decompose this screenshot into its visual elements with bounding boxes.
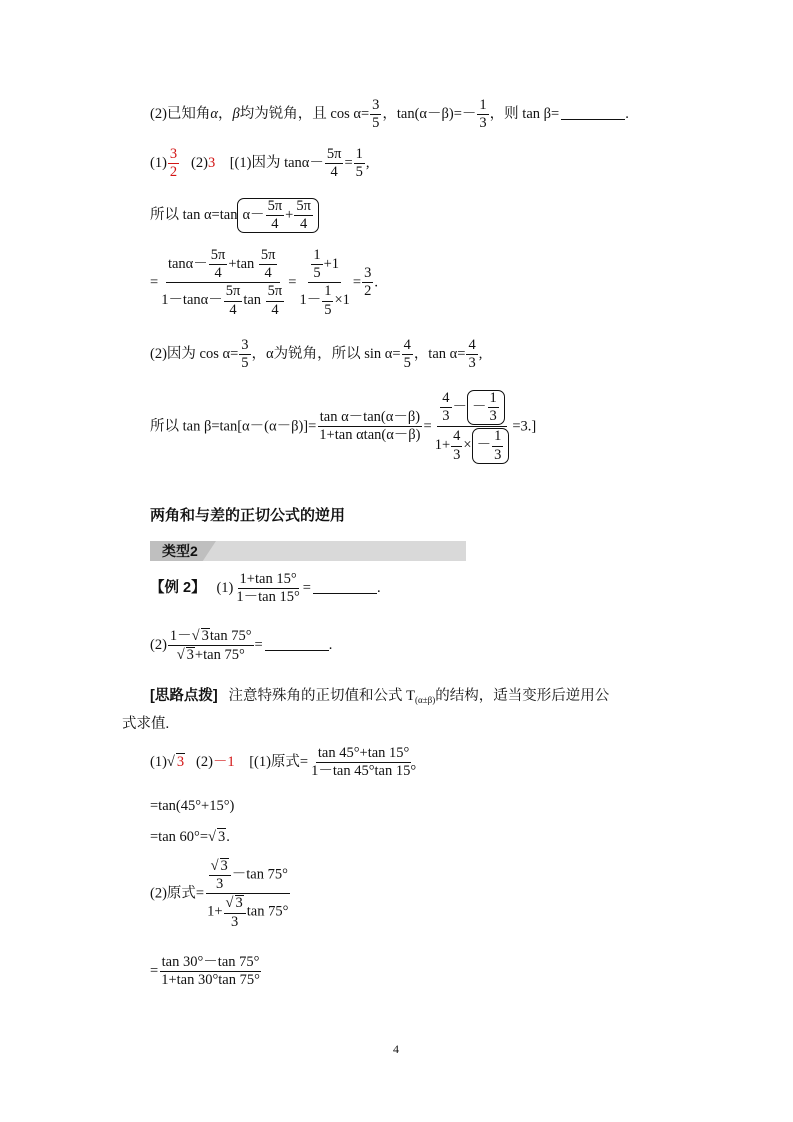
q2-lead: (2)已知角 bbox=[150, 106, 211, 123]
sol1-answer-1: 3 bbox=[176, 754, 185, 771]
page-number: 4 bbox=[393, 1042, 399, 1056]
sol5-eq: = bbox=[150, 963, 159, 980]
a4-cos-fraction: $\frac{3}{5}$ bbox=[241, 337, 249, 372]
ex2-eq: = bbox=[302, 580, 311, 597]
sol4-label: (2)原式= bbox=[150, 885, 205, 902]
sol4-fraction: $\frac{√ 3}{3}$ －tan 75° 1+ $\frac{√ 3}{3}$ tan 75° bbox=[207, 858, 289, 930]
ex2b-eq: = bbox=[254, 637, 263, 654]
hint-text-2: 的结构，适当变形后逆用公 bbox=[435, 688, 610, 704]
example-2-part-1: 【例 2】 (1) $\frac{1+\tan 15^\circ}{1-\tan 15^\circ}$ = . bbox=[150, 571, 381, 606]
ex2-blank-1 bbox=[313, 593, 377, 594]
a1-eq: = bbox=[344, 155, 353, 172]
solution-line-2: =tan(45°+15°) bbox=[150, 798, 235, 814]
sol1-answer-2: －1 bbox=[212, 754, 235, 771]
a4-sin-fraction: $\frac{4}{5}$ bbox=[403, 337, 411, 372]
q2-beta: β bbox=[232, 106, 240, 123]
a5-eq: = bbox=[423, 418, 432, 435]
q2-tan-expr: ，tan(α－β)=－ bbox=[382, 106, 477, 123]
q2-cos-fraction: $\frac{3}{5}$ bbox=[372, 97, 380, 132]
q2-alpha: α bbox=[210, 106, 219, 123]
answer-blank bbox=[561, 119, 625, 120]
sol3-sqrt: 3 bbox=[217, 829, 226, 845]
q2-ask: ，则 tan β= bbox=[489, 106, 560, 123]
a3-result: $\frac{3}{2}$ bbox=[364, 265, 372, 300]
answer-label-1: (1) bbox=[150, 155, 167, 172]
solution-line-4 bbox=[150, 858, 291, 930]
example-2-part-2: (2) $\frac{1-√ 3\tan 75^\circ}{√ 3+\tan 75^\circ}$ = . bbox=[150, 628, 333, 664]
solution-line-3: =tan 60°=√ 3. bbox=[150, 829, 230, 845]
sol3-dot: . bbox=[226, 829, 230, 845]
a4-text: (2)因为 cos α= bbox=[150, 346, 239, 363]
a1-result-fraction: $\frac{1}{5}$ bbox=[355, 146, 363, 181]
question-2 bbox=[150, 98, 629, 131]
q2-acute: 均为锐角，且 cos bbox=[239, 106, 354, 123]
a1-tail: , bbox=[365, 155, 370, 172]
a3-eq: = bbox=[150, 274, 159, 291]
a3-dot: . bbox=[374, 274, 378, 291]
answer-line-2 bbox=[150, 198, 319, 233]
ex2b-p2: (2) bbox=[150, 637, 167, 654]
hint-line-2: 式求值. bbox=[122, 716, 170, 732]
sol5-fraction: $\frac{\tan 30^\circ-\tan 75^\circ}{1+\tan 30^\circ\tan 75^\circ}$ bbox=[161, 954, 260, 989]
answer-1-fraction: $\frac{3}{2}$ bbox=[169, 146, 178, 181]
a1-text: [(1)因为 tanα－ bbox=[229, 155, 324, 172]
example-2-label: 【例 2】 bbox=[150, 580, 206, 597]
a4-mid: ，α为锐角，所以 sin α= bbox=[251, 346, 401, 363]
q2-tan-fraction: $\frac{1}{3}$ bbox=[479, 97, 487, 132]
sol3-text: =tan 60°= bbox=[150, 829, 208, 845]
a4-tail: , bbox=[478, 346, 483, 363]
a4-tan-fraction: $\frac{4}{3}$ bbox=[468, 337, 476, 372]
a5-end: =3.] bbox=[512, 418, 537, 435]
sol1-fraction: $\frac{\tan 45^\circ+\tan 15^\circ}{1-\tan 45^\circ\tan 15^\circ}$ bbox=[311, 745, 417, 780]
sol1-label-1: (1) bbox=[150, 754, 167, 771]
a3-eq2: = bbox=[288, 274, 297, 291]
answer-line-3 bbox=[150, 248, 378, 318]
answer-line-4 bbox=[150, 338, 482, 371]
hint-sub: (α±β) bbox=[415, 695, 436, 705]
a3-second-fraction: $\frac{1}{5}$ +1 1－ $\frac{1}{5}$ ×1 bbox=[299, 247, 350, 318]
a2-text: 所以 tan α=tan bbox=[150, 207, 238, 224]
a5-first-fraction: $\frac{\text{tan α－tan(α－β)}}{\text{1+tan αtan(α－β)}}$ bbox=[319, 409, 421, 444]
a2-bracket: α－ $\frac{5\pi}{4}$ + $\frac{5\pi}{4}$ bbox=[237, 198, 318, 233]
section-title: 两角和与差的正切公式的逆用 bbox=[150, 507, 346, 524]
q2-end: . bbox=[625, 106, 629, 123]
hint-label: [思路点拨] bbox=[150, 688, 218, 704]
solution-line-5 bbox=[150, 955, 263, 988]
answer-line-5 bbox=[150, 390, 536, 464]
ex2-blank-2 bbox=[265, 650, 329, 651]
q2-alpha-eq: α= bbox=[353, 106, 370, 123]
ex2-fraction: $\frac{1+\tan 15^\circ}{1-\tan 15^\circ}$ bbox=[236, 571, 300, 606]
solution-line-1: (1)√ 3 (2)－1 [(1)原式= $\frac{\tan 45^\circ+\tan 15^\circ}{1-\tan 45^\circ\tan 15^\circ}$ bbox=[150, 745, 417, 780]
answer-2-value: 3 bbox=[207, 155, 216, 172]
a3-eq3: = bbox=[352, 274, 362, 291]
answer-line-1 bbox=[150, 147, 370, 180]
hint-text: 注意特殊角的正切值和公式 T bbox=[228, 688, 416, 704]
q2-comma: ， bbox=[218, 106, 233, 123]
sol1-label-2: (2) bbox=[196, 754, 213, 771]
hint-line-1 bbox=[150, 684, 609, 705]
a4-mid2: ，tan α= bbox=[413, 346, 466, 363]
a5-text: 所以 tan β=tan[α－(α－β)]= bbox=[150, 418, 317, 435]
answer-label-2: (2) bbox=[191, 155, 208, 172]
ex2-p1: (1) bbox=[216, 580, 234, 597]
a3-big-fraction: tanα－ $\frac{5\pi}{4}$ +tan $\frac{5\pi}{4}$ 1－tanα－ $\frac{5\pi}{4}$ tan $\frac{5\pi}{4}$ bbox=[161, 247, 283, 318]
a5-second-fraction: $\frac{4}{3}$ － － $\frac{1}{3}$ 1+ $\frac{4}{3}$ × － $\frac{1}{3}$ bbox=[433, 390, 512, 464]
a1-fraction: $\frac{5\pi}{4}$ bbox=[326, 146, 342, 181]
type-label: 类型2 bbox=[162, 543, 198, 559]
sol1-start: [(1)原式= bbox=[249, 754, 309, 771]
ex2b-fraction: $\frac{1-√ 3\tan 75^\circ}{√ 3+\tan 75^\circ}$ bbox=[169, 628, 252, 664]
